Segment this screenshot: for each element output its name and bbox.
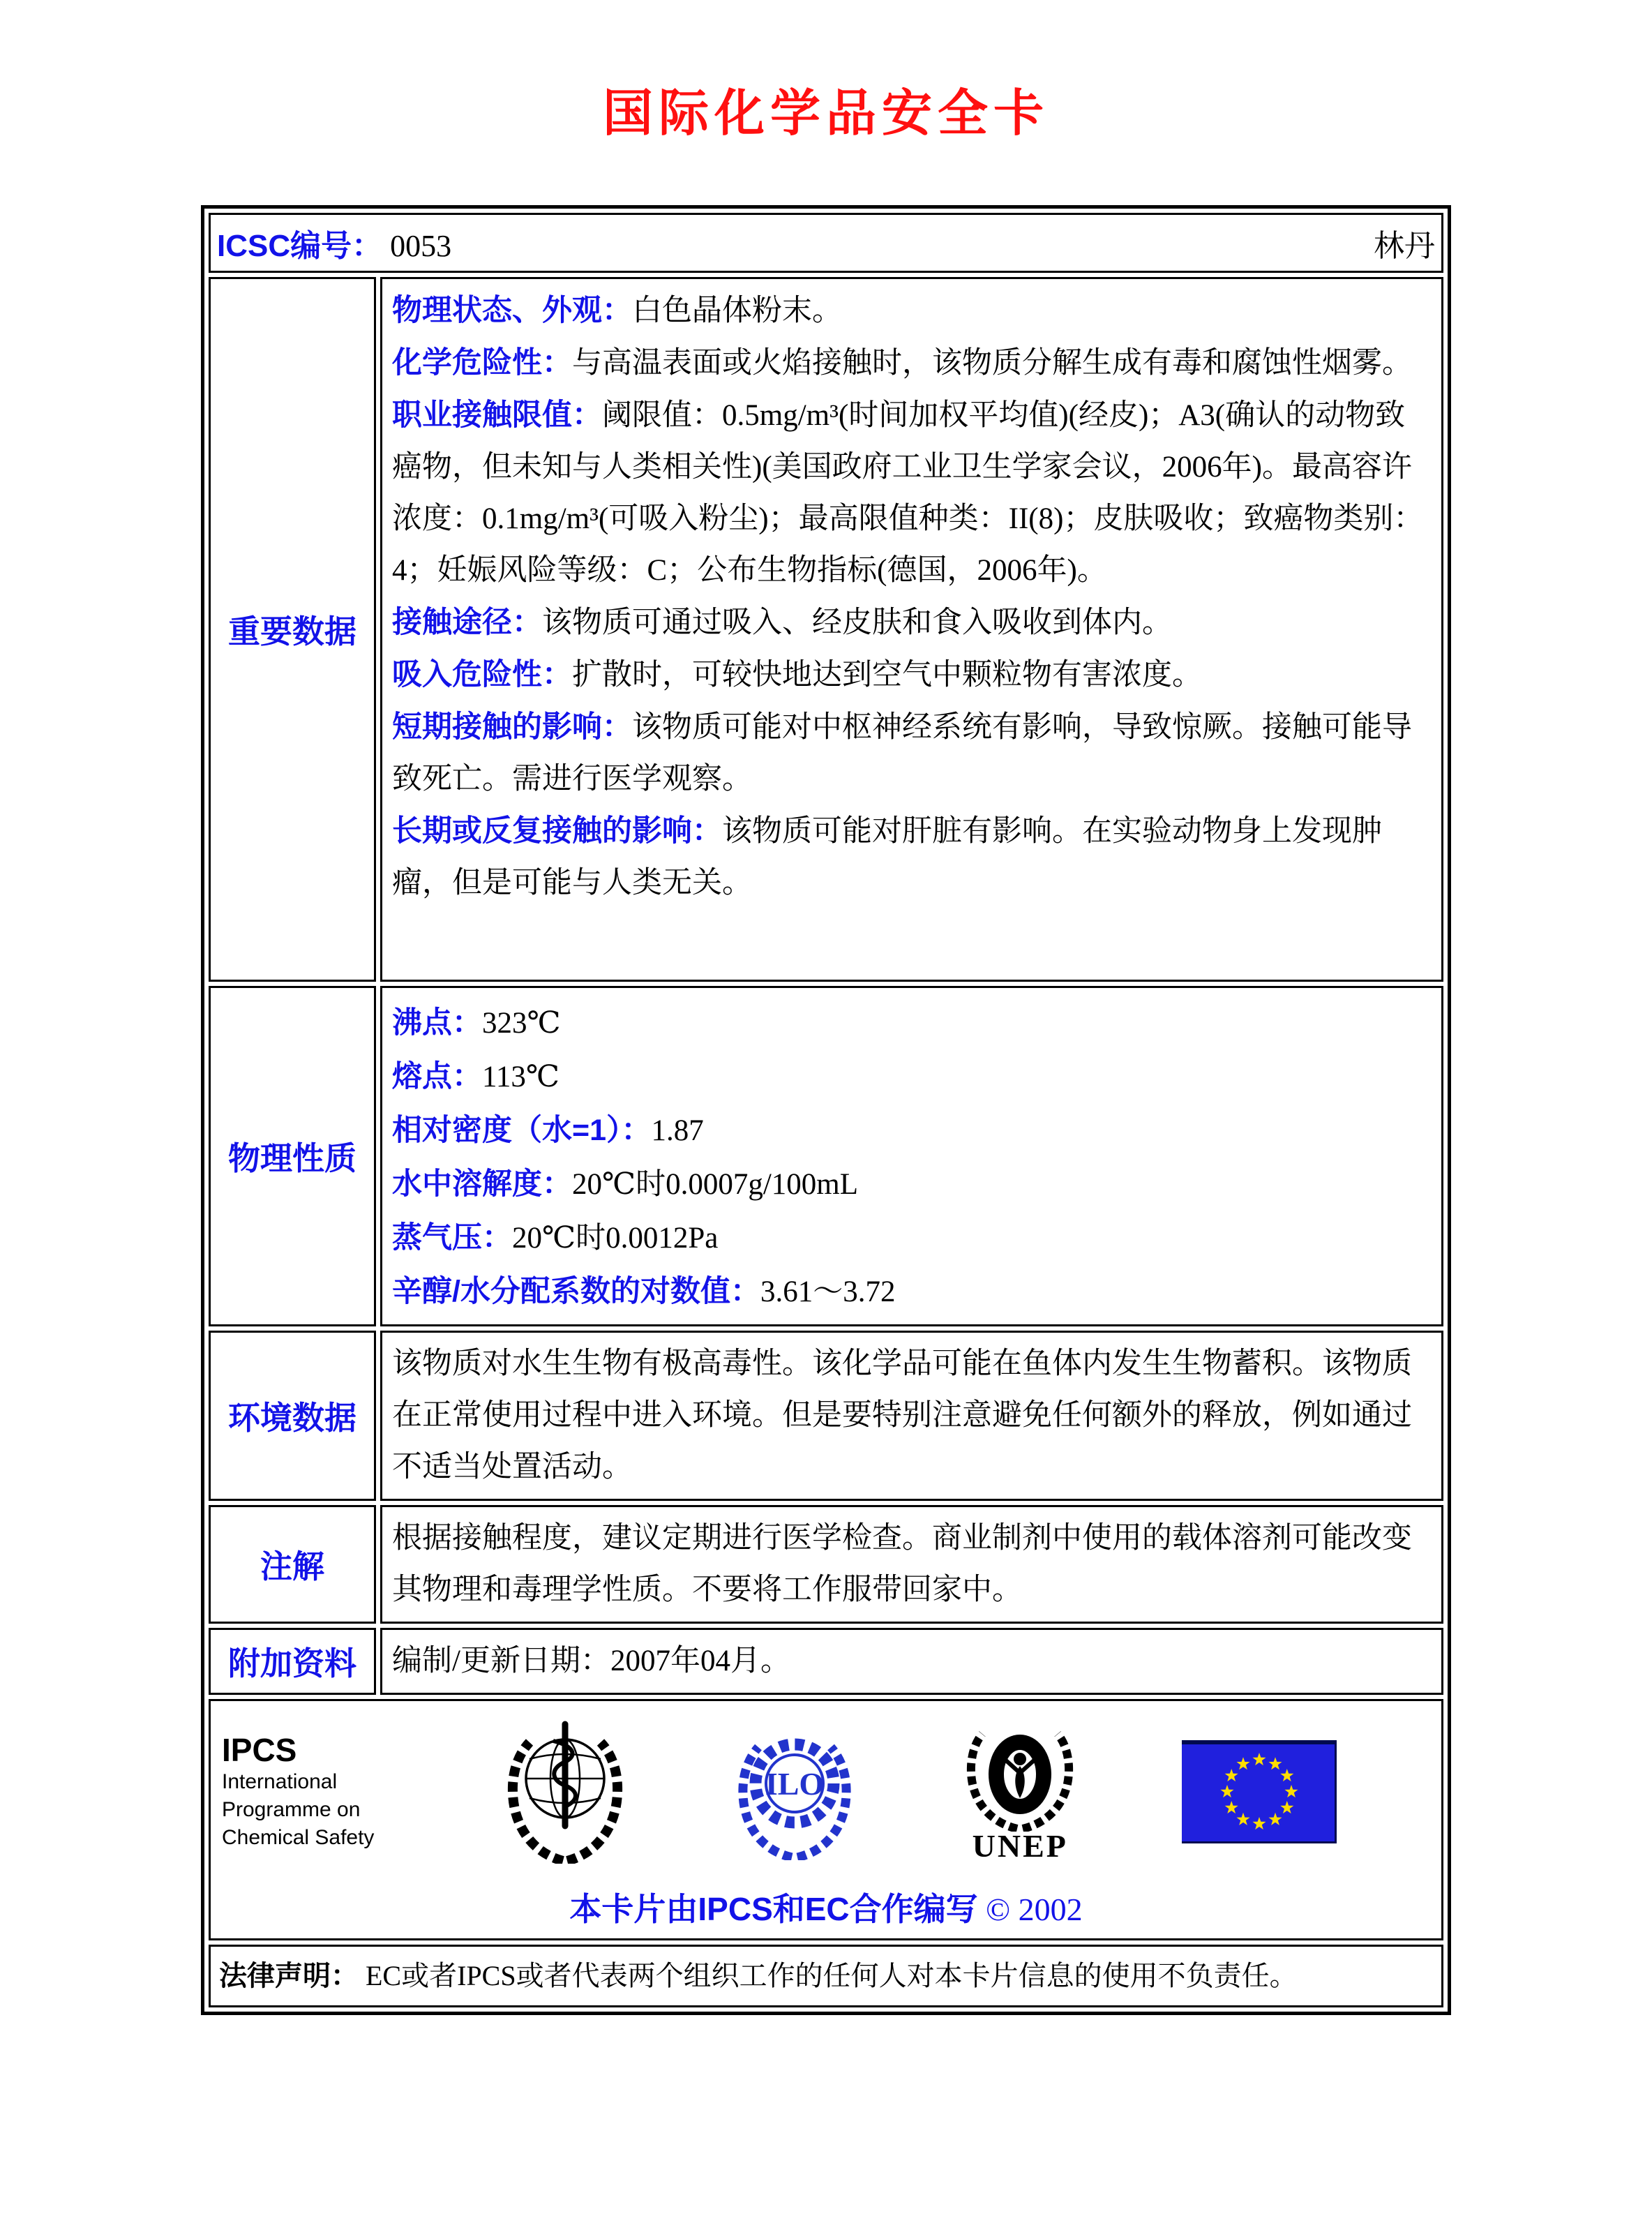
ipcs-subtitle-line: Chemical Safety [222,1826,375,1849]
section-label-important-data: 重要数据 [228,613,356,650]
property-item-label: 辛醇/水分配系数的对数值： [392,1275,760,1308]
data-item-text: 扩散时，可较快地达到空气中颗粒物有害浓度。 [572,659,1202,691]
ilo-logo-text: ILO [765,1766,824,1802]
unep-logo [960,1720,1080,1864]
ilo-logo-icon [730,1723,859,1860]
environment-data-row [209,1331,1443,1501]
unep-logo-icon [960,1720,1080,1832]
data-item-text: 该物质可通过吸入、经皮肤和食入吸收到体内。 [542,606,1172,639]
property-item-label: 蒸气压： [392,1221,512,1255]
section-label-notes: 注解 [260,1548,324,1585]
data-item [392,337,1432,389]
data-item-label: 短期接触的影响： [392,710,632,744]
data-item-text: 该物质可能对中枢神经系统有影响，导致惊厥。接触可能导致死亡。需进行医学观察。 [392,711,1412,795]
icsc-header-row [209,213,1443,273]
property-item-value: 323℃ [482,1007,561,1040]
property-item [392,1265,1432,1319]
legal-row [209,1945,1443,2007]
legal-text: EC或者IPCS或者代表两个组织工作的任何人对本卡片信息的使用不负责任。 [366,1960,1298,1991]
property-item-label: 熔点： [392,1060,482,1093]
physical-properties-content [380,986,1443,1326]
section-label-environment-data: 环境数据 [228,1400,356,1436]
property-item-value: 20℃时0.0007g/100mL [572,1168,859,1201]
data-item [392,805,1432,909]
property-item [392,1211,1432,1265]
update-date-value: 2007年04月。 [610,1645,790,1677]
property-item-label: 相对密度（水=1）： [392,1114,652,1147]
eu-flag-icon [1182,1740,1337,1843]
data-item-label: 化学危险性： [392,346,572,380]
data-item-label: 职业接触限值： [392,398,602,432]
data-item-text: 与高温表面或火焰接触时，该物质分解生成有毒和腐蚀性烟雾。 [572,347,1412,380]
eu-flag [1182,1740,1337,1843]
data-item-text: 白色晶体粉末。 [632,294,842,327]
data-item [392,701,1432,805]
ipcs-block [222,1732,400,1852]
important-data-row [209,277,1443,982]
legal-label: 法律声明： [219,1961,359,1991]
data-item-label: 长期或反复接触的影响： [392,814,722,848]
icsc-number [217,220,451,265]
property-item [392,1104,1432,1158]
environment-data-text: 该物质对水生生物有极高毒性。该化学品可能在鱼体内发生生物蓄积。该物质在正常使用过程中进入环境。但是要特别注意避免任何额外的释放，例如通过不适当处置活动。 [392,1347,1412,1483]
property-item-value: 20℃时0.0012Pa [512,1222,719,1255]
data-item [392,285,1432,337]
credit-line [211,1884,1441,1930]
logos-row [209,1699,1443,1940]
additional-info-row [209,1628,1443,1695]
credit-copyright: © 2002 [986,1892,1083,1927]
credit-text: 本卡片由IPCS和EC合作编写 [569,1891,978,1927]
data-item-text: 阈限值：0.5mg/m³(时间加权平均值)(经皮)；A3(确认的动物致癌物，但未知与人类相关性)(美国政府工业卫生学家会议，2006年)。最高容许浓度：0.1mg/m³(可吸入粉尘)；最高限值种类：II(8)；皮肤吸收；致癌物类别：4；妊娠风险等级：C；公布生物指标(德国，2006年)。 [392,399,1424,587]
ipcs-subtitle-line: International [222,1770,338,1793]
property-item-label: 沸点： [392,1006,482,1040]
data-item-label: 接触途径： [392,606,542,639]
property-item-value: 113℃ [482,1061,560,1093]
property-item [392,996,1432,1050]
icsc-number-label: ICSC编号： [217,229,383,263]
notes-row [209,1505,1443,1624]
ipcs-name: IPCS [222,1732,297,1768]
data-item [392,389,1432,597]
property-item-label: 水中溶解度： [392,1167,572,1201]
data-item-label: 吸入危险性： [392,658,572,691]
who-logo-icon [502,1720,629,1864]
who-logo [502,1720,629,1864]
ipcs-subtitle-line: Programme on [222,1798,361,1821]
data-item [392,649,1432,701]
page-title: 国际化学品安全卡 [602,86,1049,142]
icsc-number-value: 0053 [390,229,452,263]
data-item-text: 该物质可能对肝脏有影响。在实验动物身上发现肿瘤，但是可能与人类无关。 [392,815,1382,899]
important-data-content [380,277,1443,982]
data-item-label: 物理状态、外观： [392,294,632,327]
chemical-name: 林丹 [1374,229,1435,263]
property-item-value: 1.87 [651,1114,704,1147]
property-item-value: 3.61～3.72 [760,1275,896,1308]
section-label-physical-properties: 物理性质 [228,1140,356,1176]
physical-properties-row [209,986,1443,1326]
data-item [392,597,1432,649]
section-label-additional-info: 附加资料 [228,1645,356,1682]
unep-logo-text: UNEP [972,1827,1068,1864]
ilo-logo [730,1723,859,1860]
update-date-label: 编制/更新日期： [392,1645,610,1677]
property-item [392,1158,1432,1211]
notes-text: 根据接触程度，建议定期进行医学检查。商业制剂中使用的载体溶剂可能改变其物理和毒理学性质。不要将工作服带回家中。 [392,1522,1412,1606]
property-item [392,1050,1432,1104]
icsc-card-table [201,205,1451,2015]
